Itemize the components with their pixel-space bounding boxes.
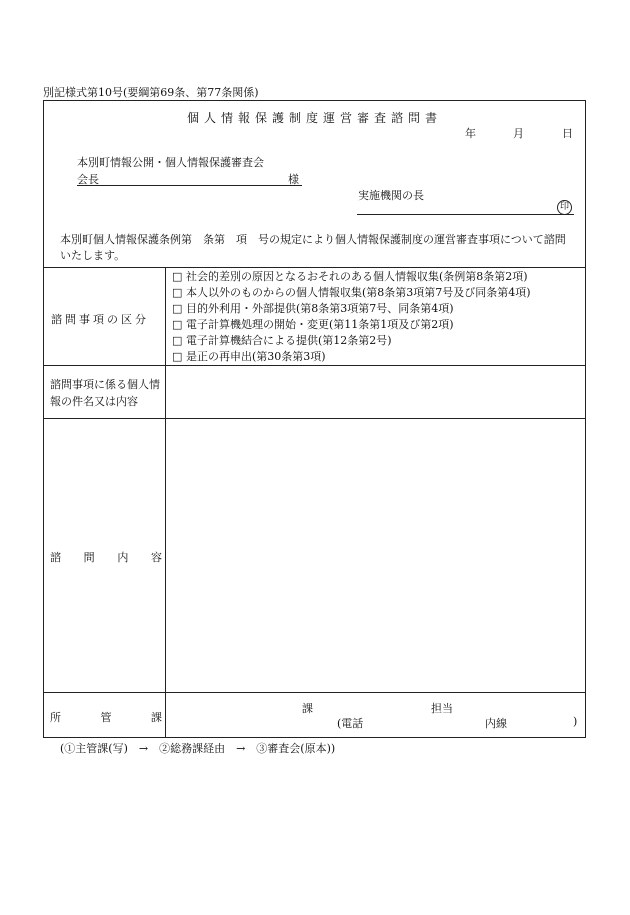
checkbox-icon[interactable]: □ bbox=[172, 286, 183, 299]
chair-label: 会長 bbox=[77, 173, 99, 186]
addressee: 本別町情報公開・個人情報保護審査会 bbox=[77, 156, 264, 169]
category-item[interactable]: □ 社会的差別の原因となるおそれのある個人情報収集(条例第8条第2項) bbox=[172, 270, 528, 283]
seal-icon: 印 bbox=[557, 200, 572, 215]
person-in-charge-label: 担当 bbox=[431, 702, 453, 715]
body-text: 本別町個人情報保護条例第 条第 項 号の規定により個人情報保護制度の運営審査事項について諮問いたします。 bbox=[60, 233, 566, 262]
form-title: 個人情報保護制度運営審査諮問書 bbox=[186, 111, 442, 125]
form-id: 別記様式第10号(要綱第69条、第77条関係) bbox=[43, 86, 259, 99]
divider-category bbox=[44, 365, 585, 366]
date-year-label: 年 bbox=[465, 127, 476, 140]
checkbox-icon[interactable]: □ bbox=[172, 302, 183, 315]
category-list bbox=[172, 269, 531, 365]
subject-field[interactable] bbox=[168, 367, 583, 417]
category-item[interactable]: □ 電子計算機結合による提供(第12条第2号) bbox=[172, 334, 392, 347]
date-day-label: 日 bbox=[562, 127, 573, 140]
category-item[interactable]: □ 是正の再申出(第30条第3項) bbox=[172, 350, 326, 363]
checkbox-icon[interactable]: □ bbox=[172, 270, 183, 283]
checkbox-icon[interactable]: □ bbox=[172, 318, 183, 331]
honorific-sama: 様 bbox=[288, 173, 299, 186]
divider-header bbox=[44, 267, 585, 268]
section-suffix: 課 bbox=[302, 702, 313, 715]
phone-label: (電話 bbox=[337, 717, 364, 730]
label-column-divider bbox=[165, 267, 166, 738]
date-month-label: 月 bbox=[513, 127, 524, 140]
content-field[interactable] bbox=[168, 420, 583, 690]
subject-label: 諮問事項に係る個人情報の件名又は内容 bbox=[50, 378, 160, 408]
chair-name-line[interactable] bbox=[77, 185, 302, 186]
category-label: 諮問事項の区分 bbox=[51, 313, 149, 326]
checkbox-icon[interactable]: □ bbox=[172, 334, 183, 347]
agency-head-name-line[interactable] bbox=[357, 214, 574, 215]
divider-subject bbox=[44, 418, 585, 419]
department-label: 所 管 課 bbox=[50, 711, 162, 724]
category-item[interactable]: □ 本人以外のものからの個人情報収集(第8条第3項第7号及び同条第4項) bbox=[172, 286, 531, 299]
divider-content bbox=[44, 692, 585, 693]
closing-paren: ) bbox=[573, 715, 578, 728]
extension-label: 内線 bbox=[485, 717, 507, 730]
routing-note: (①主管課(写) → ②総務課経由 → ③審査会(原本)) bbox=[60, 742, 336, 755]
category-item[interactable]: □ 電子計算機処理の開始・変更(第11条第1項及び第2項) bbox=[172, 318, 454, 331]
form-frame bbox=[43, 100, 586, 738]
checkbox-icon[interactable]: □ bbox=[172, 350, 183, 363]
agency-head-label: 実施機関の長 bbox=[358, 189, 424, 202]
category-item[interactable]: □ 目的外利用・外部提供(第8条第3項第7号、同条第4項) bbox=[172, 302, 454, 315]
content-label: 諮 問 内 容 bbox=[50, 551, 162, 564]
